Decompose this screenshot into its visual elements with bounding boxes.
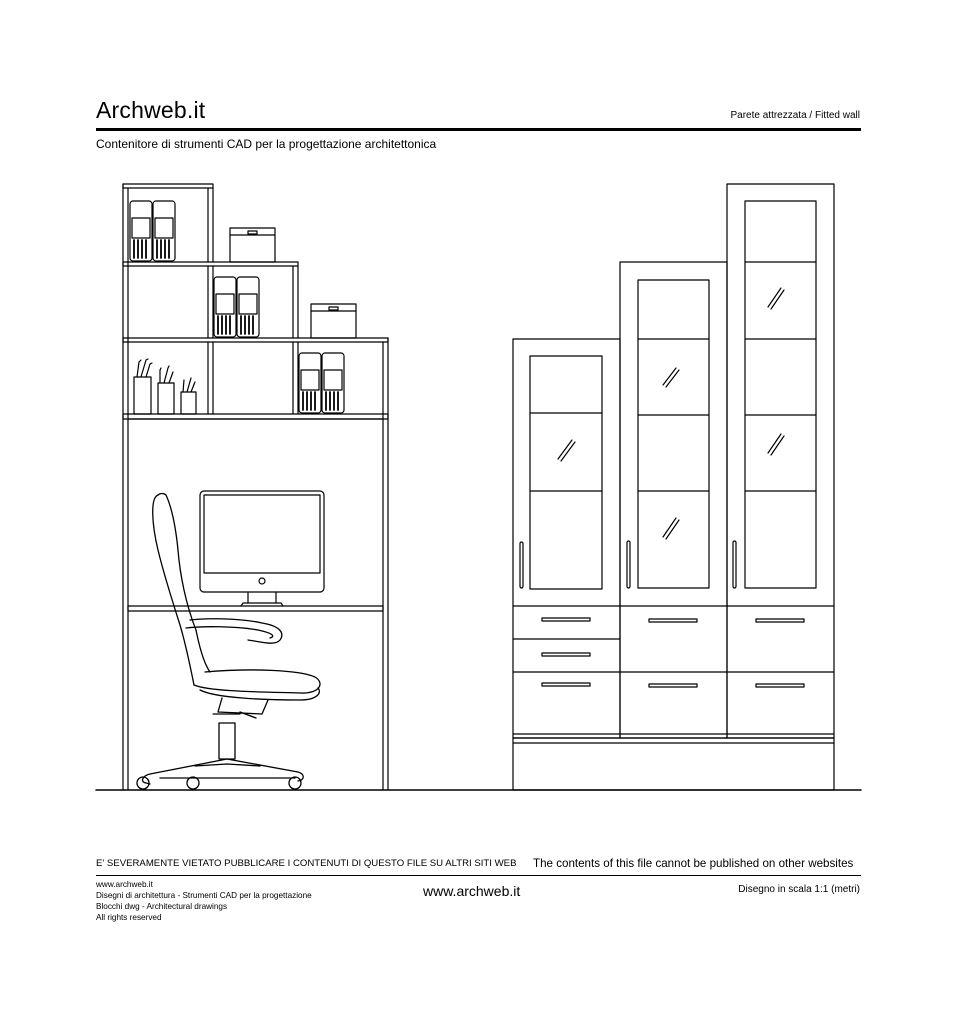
- subtitle: Contenitore di strumenti CAD per la progettazione architettonica: [96, 137, 437, 151]
- glass-cabinet-unit: [513, 184, 834, 790]
- website-label: www.archweb.it: [423, 883, 521, 899]
- cabinet-1: [513, 339, 620, 738]
- binder-icon: [214, 277, 259, 337]
- cabinet-3: [727, 184, 834, 738]
- bookcase-desk-unit: [123, 184, 388, 790]
- storage-box-icon: [311, 304, 356, 338]
- monitor-icon: [200, 491, 324, 606]
- binder-icon: [299, 353, 344, 413]
- storage-box-icon: [230, 228, 275, 262]
- warning-english: The contents of this file cannot be published on other websites: [533, 857, 854, 870]
- section-label: Parete attrezzata / Fitted wall: [730, 110, 860, 121]
- footer-line: Blocchi dwg - Architectural drawings: [96, 902, 228, 911]
- brand-title: Archweb.it: [96, 97, 206, 123]
- footer-line: All rights reserved: [96, 913, 162, 922]
- cabinet-2: [620, 262, 727, 738]
- office-chair-icon: [137, 494, 320, 790]
- footer-line: Disegni di architettura - Strumenti CAD per la progettazione: [96, 891, 312, 900]
- footer-rule: [96, 875, 861, 876]
- pencil-cup-icon: [134, 359, 196, 414]
- binder-icon: [130, 201, 175, 261]
- footer-line: www.archweb.it: [96, 880, 153, 889]
- scale-label: Disegno in scala 1:1 (metri): [738, 884, 860, 895]
- warning-italian: E' SEVERAMENTE VIETATO PUBBLICARE I CONTENUTI DI QUESTO FILE SU ALTRI SITI WEB: [96, 858, 517, 869]
